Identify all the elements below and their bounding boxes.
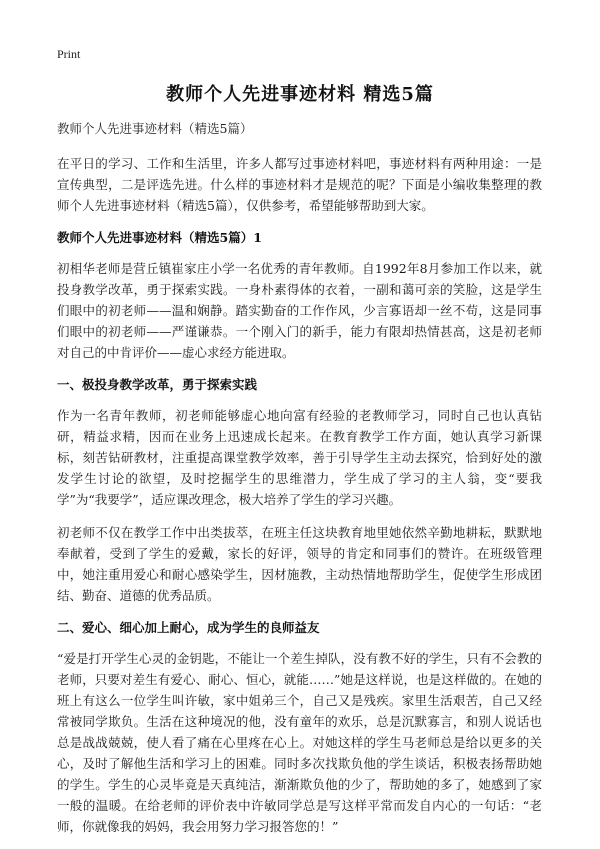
paragraph-4: “爱是打开学生心灵的金钥匙，不能让一个差生掉队，没有教不好的学生，只有不会教的老师，只要对差生有爱心、耐心、恒心，就能……”她是这样说，也是这样做的。在她的班上有这么一位学生叫许敏，家中姐弟三个，自己又是残疾。家里生活艰苦，自己又经常被同学欺负。生活在这种境况的他，没有童年的欢乐，总是沉默寡言，和别人说话也总是战战兢兢，使人看了痛在心里疼在心上。对她这样的学生马老师总是给以更多的关心，及时了解他生活和学习上的困难。同时多次找欺负他的学生谈话，积极表扬帮助她的学生。学生的心灵毕竟是天真纯洁，渐渐欺负他的少了，帮助她的多了，她感到了家一般的温暖。在给老师的评价表中许敏同学总是写这样平常而发自内心的一句话：“老师，你就像我的妈妈，我会用努力学习报答您的！” — [57, 651, 542, 834]
document-body — [57, 119, 542, 849]
document-subtitle: 教师个人先进事迹材料（精选5篇） — [57, 121, 253, 136]
heading-2: 二、爱心、细心加上耐心，成为学生的良师益友 — [57, 620, 320, 635]
section-title: 教师个人先进事迹材料（精选5篇）1 — [57, 230, 262, 245]
heading-1: 一、极投身教学改革，勇于探索实践 — [57, 377, 258, 392]
paragraph-3: 初老师不仅在教学工作中出类拔萃，在班主任这块教育地里她依然辛勤地耕耘，默默地奉献着，受到了学生的爱戴，家长的好评，领导的肯定和同事们的赞许。在班级管理中，她注重用爱心和耐心感染学生，因材施教，主动热情地帮助学生，促使学生形成团结、勤奋、道德的优秀品质。 — [57, 525, 542, 603]
intro-paragraph: 在平日的学习、工作和生活里，许多人都写过事迹材料吧，事迹材料有两种用途：一是宣传典型，二是评选先进。什么样的事迹材料才是规范的呢？下面是小编收集整理的教师个人先进事迹材料（精选5篇），仅供参考，希望能够帮助到大家。 — [57, 156, 542, 213]
paragraph-2: 作为一名青年教师，初老师能够虚心地向富有经验的老教师学习，同时自己也认真钻研，精益求精，因而在业务上迅速成长起来。在教育教学工作方面，她认真学习新课标，刻苦钻研教材，注重提高课堂教学效率，善于引导学生主动去探究，恰到好处的激发学生讨论的欲望，及时挖掘学生的思维潜力，学生成了学习的主人翁，变“要我学”为“我要学”，适应课改理念，极大培养了学生的学习兴趣。 — [57, 408, 542, 507]
page-title: 教师个人先进事迹材料 精选5篇 — [166, 84, 434, 105]
print-link[interactable]: Print — [57, 47, 81, 61]
paragraph-1: 初相华老师是营丘镇崔家庄小学一名优秀的青年教师。自1992年8月参加工作以来，就投身教学改革，勇于探索实践。一身朴素得体的衣着，一副和蔼可亲的笑脸，这是学生们眼中的初老师——温和娴静。踏实勤奋的工作作风，少言寡语却一丝不苟，这是同事们眼中的初老师——严谨谦恭。一个刚入门的新手，能力有限却热情甚高，这是初老师对自己的中肯评价——虚心求经方能进取。 — [57, 261, 542, 360]
